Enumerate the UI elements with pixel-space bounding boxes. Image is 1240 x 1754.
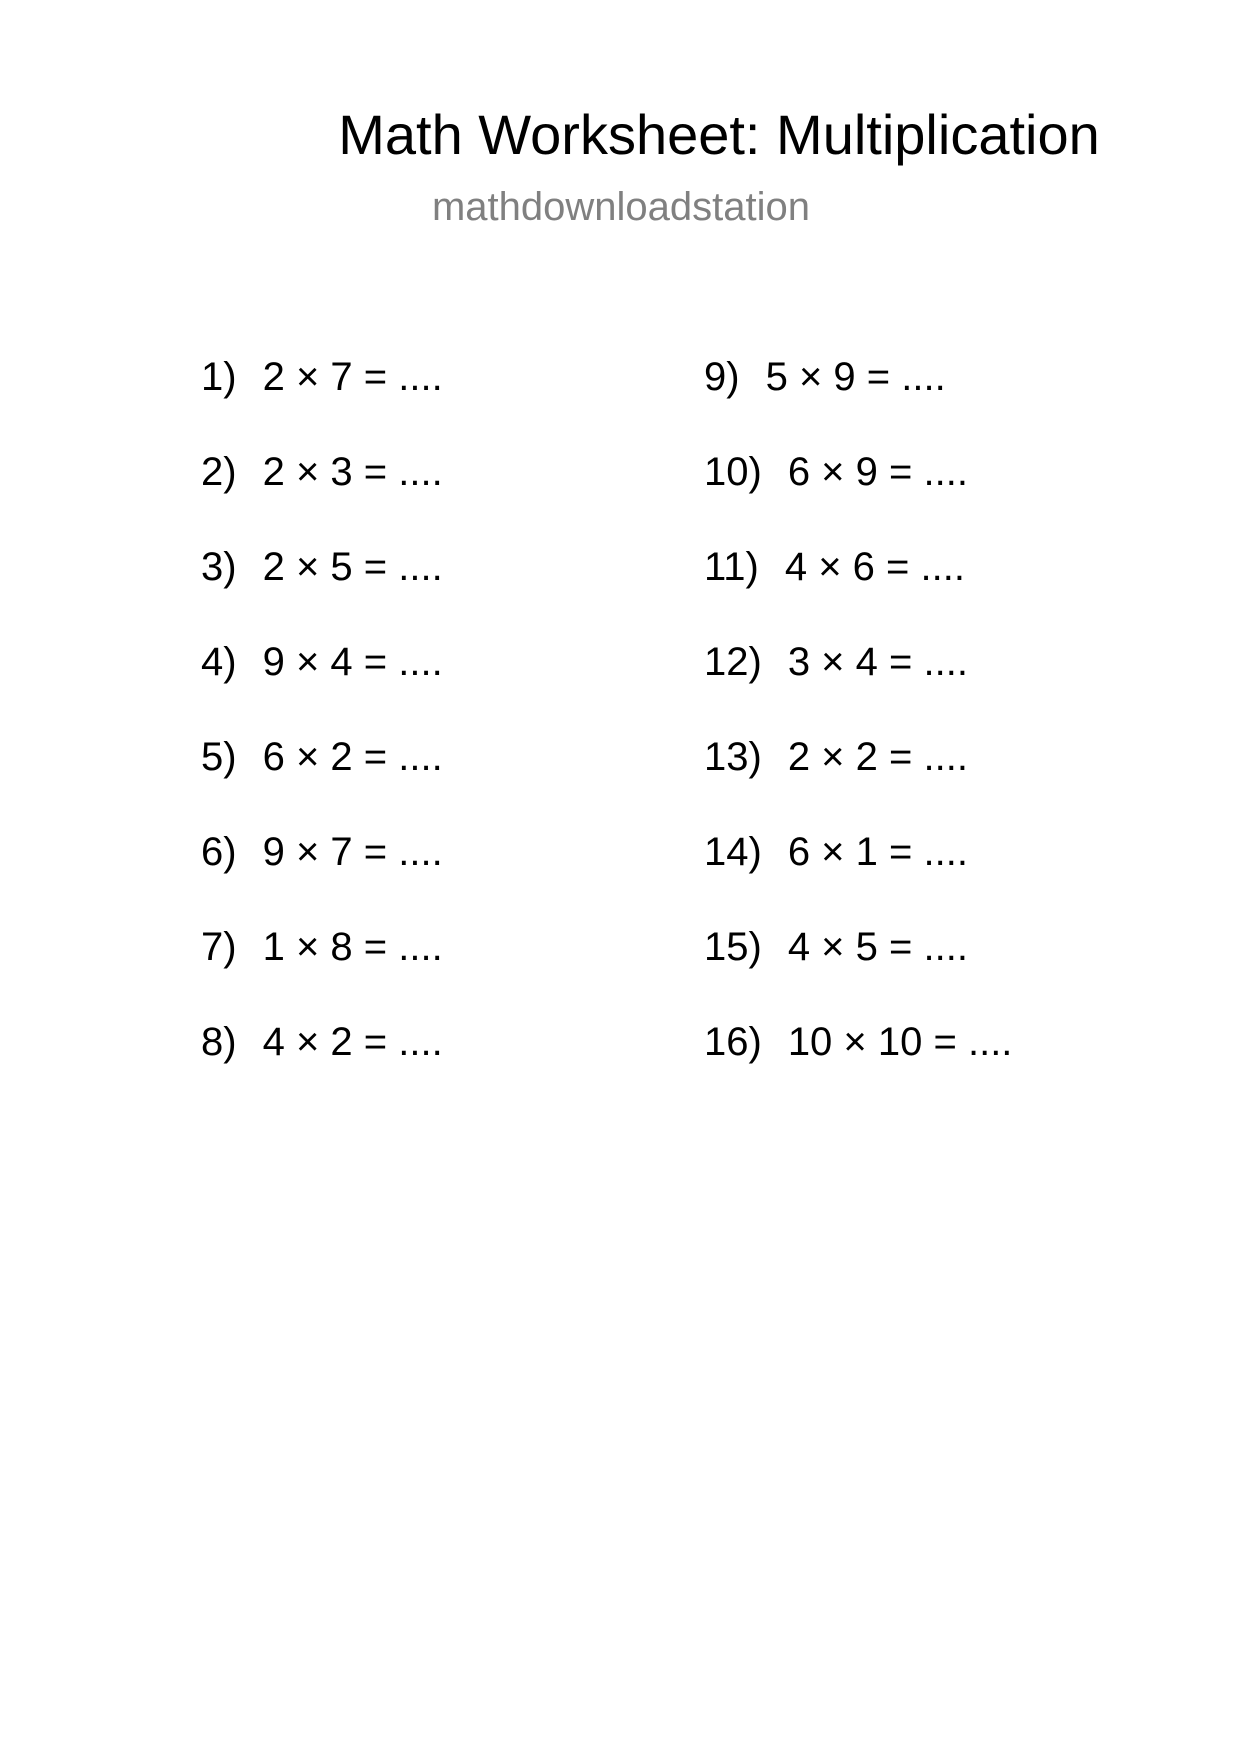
problem-number: 9) bbox=[704, 355, 740, 399]
problem-item bbox=[201, 636, 443, 731]
problem-expression: 4 × 5 = .... bbox=[787, 925, 968, 969]
problem-item bbox=[201, 351, 443, 446]
problem-item bbox=[704, 921, 1012, 1016]
problem-number: 6) bbox=[201, 830, 237, 874]
problem-item bbox=[704, 636, 1012, 731]
problem-number: 12) bbox=[704, 640, 762, 684]
problem-number: 5) bbox=[201, 735, 237, 779]
problem-expression: 9 × 7 = .... bbox=[262, 830, 443, 874]
problem-expression: 6 × 9 = .... bbox=[787, 450, 968, 494]
problem-item bbox=[704, 826, 1012, 921]
problem-expression: 6 × 1 = .... bbox=[787, 830, 968, 874]
problem-expression: 2 × 3 = .... bbox=[262, 450, 443, 494]
problem-item bbox=[201, 826, 443, 921]
problem-item bbox=[704, 446, 1012, 541]
problem-expression: 1 × 8 = .... bbox=[262, 925, 443, 969]
problem-item bbox=[201, 1016, 443, 1111]
problem-item bbox=[704, 541, 1012, 636]
problem-item bbox=[201, 446, 443, 541]
problem-number: 3) bbox=[201, 545, 237, 589]
problem-number: 4) bbox=[201, 640, 237, 684]
problem-expression: 6 × 2 = .... bbox=[262, 735, 443, 779]
problem-item bbox=[704, 1016, 1012, 1111]
problem-item bbox=[201, 921, 443, 1016]
page-title: Math Worksheet: Multiplication bbox=[338, 103, 1100, 166]
problem-expression: 2 × 2 = .... bbox=[787, 735, 968, 779]
page-subtitle: mathdownloadstation bbox=[431, 185, 811, 229]
problem-expression: 5 × 9 = .... bbox=[765, 355, 946, 399]
problem-number: 15) bbox=[704, 925, 762, 969]
problem-number: 1) bbox=[201, 355, 237, 399]
problem-expression: 10 × 10 = .... bbox=[787, 1020, 1013, 1064]
problem-expression: 9 × 4 = .... bbox=[262, 640, 443, 684]
problem-column-right bbox=[704, 351, 1012, 1111]
problem-number: 14) bbox=[704, 830, 762, 874]
problem-column-left bbox=[201, 351, 443, 1111]
problem-number: 10) bbox=[704, 450, 762, 494]
problem-number: 11) bbox=[704, 545, 759, 589]
problem-number: 8) bbox=[201, 1020, 237, 1064]
problem-expression: 2 × 5 = .... bbox=[262, 545, 443, 589]
problem-item bbox=[201, 731, 443, 826]
problem-expression: 2 × 7 = .... bbox=[262, 355, 443, 399]
problem-expression: 4 × 6 = .... bbox=[784, 545, 965, 589]
problem-number: 16) bbox=[704, 1020, 762, 1064]
problem-number: 7) bbox=[201, 925, 237, 969]
problem-expression: 3 × 4 = .... bbox=[787, 640, 968, 684]
problem-item bbox=[201, 541, 443, 636]
problem-item bbox=[704, 731, 1012, 826]
problem-number: 13) bbox=[704, 735, 762, 779]
problem-expression: 4 × 2 = .... bbox=[262, 1020, 443, 1064]
problem-item bbox=[704, 351, 1012, 446]
problem-number: 2) bbox=[201, 450, 237, 494]
